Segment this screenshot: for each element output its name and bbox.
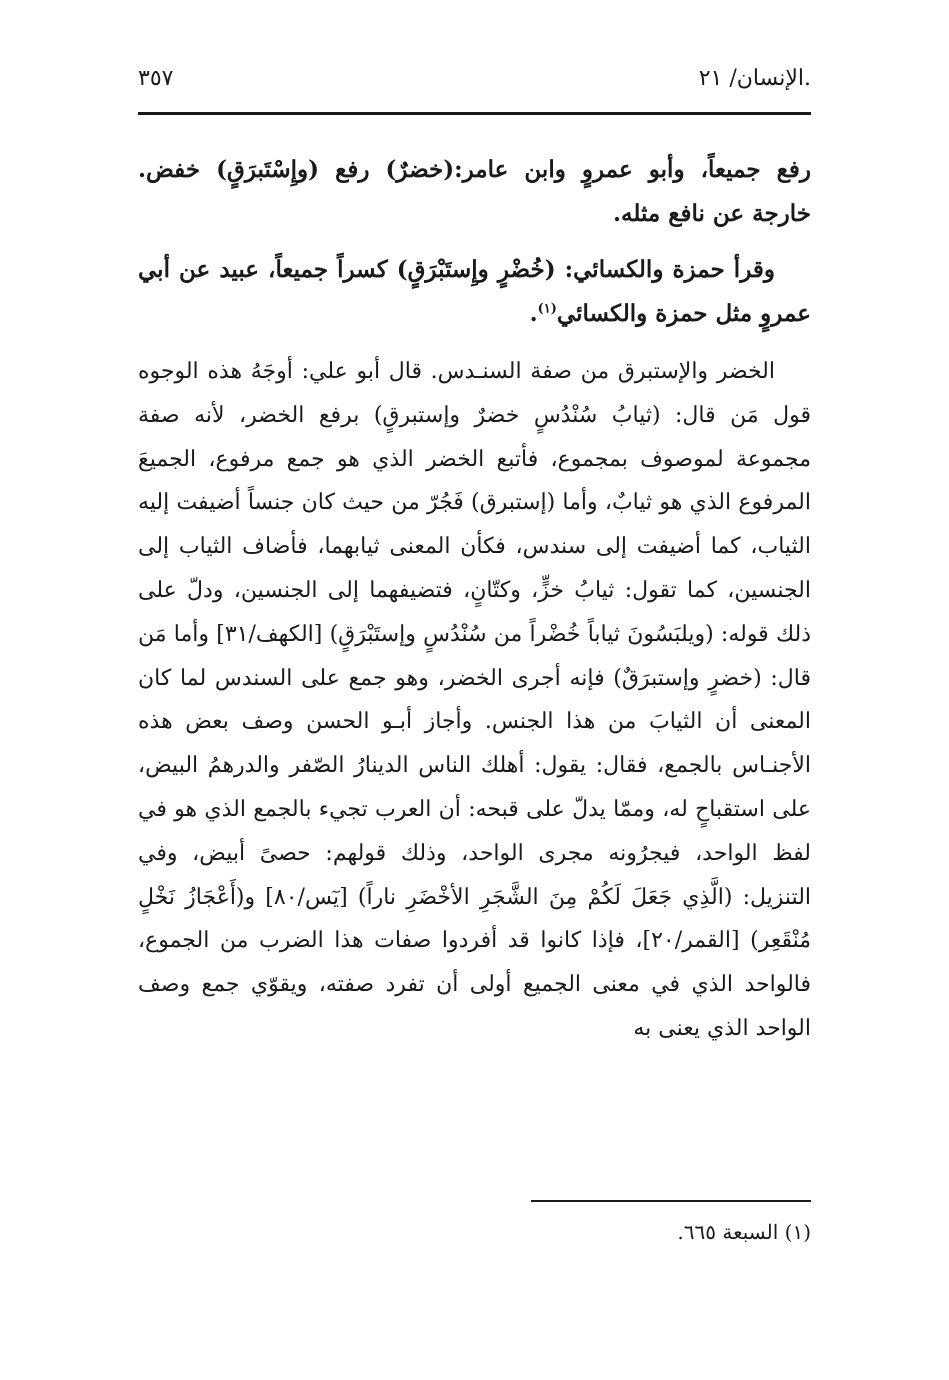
page-number: ٣٥٧ [138, 66, 174, 91]
footnote-rule [531, 1200, 811, 1202]
page-header [138, 58, 811, 106]
paragraph-2 [138, 248, 811, 336]
running-head: .الإنسان/ ٢١ [698, 66, 811, 91]
footnote: (١) السبعة ٦٦٥. [677, 1220, 811, 1244]
body-text [138, 148, 811, 1051]
paragraph-3: الخضر والإستبرق من صفة السنـدس. قال أبو علي: أوجَهُ هذه الوجوه قول مَن قال: (ثيابُ سُنْدُسٍ خضرٌ وإستبرقٍ) برفع الخضر، لأنه صفة مجموعة لموصوف بمجموع، فأتبع الخضر الذي هو جمع مرفوع، الجميعَ المرفوع الذي هو ثيابٌ، وأما (إستبرق) فَجُرّ من حيث كان جنساً أضيفت إليه الثياب، كما أضيفت إلى سندس، فكأن المعنى ثيابهما، فأضاف الثياب إلى الجنسين، كما تقول: ثيابُ خزٍّ، وكتّانٍ، فتضيفهما إلى الجنسين، ودلّ على ذلك قوله: (ويلبَسُونَ ثياباً خُضْراً من سُنْدُسٍ وإستَبْرَقٍ) [الكهف/٣١] وأما مَن قال: (خضرٍ وإستبرَقٌ) فإنه أجرى الخضر، وهو جمع على السندس لما كان المعنى أن الثيابَ من هذا الجنس. وأجاز أبـو الحسن وصف بعض هذه الأجنـاس بالجمع، فقال: يقول: أهلك الناس الدينارُ الصّفر والدرهمُ البيض، على استقباحٍ له، وممّا يدلّ على قبحه: أن العرب تجيء بالجمع الذي هو في لفظ الواحد، فيجرُونه مجرى الواحد، وذلك قولهم: حصىً أبيض، وفي التنزيل: (الَّذِي جَعَلَ لَكُمْ مِنَ الشَّجَرِ الأخْضَرِ ناراً) [يٓس/٨٠] و(أَعْجَازُ نَخْلٍ مُنْقَعِر) [القمر/٢٠]، فإذا كانوا قد أفردوا صفات هذا الضرب من الجموع، فالواحد الذي في معنى الجميع أولى أن تفرد صفته، ويقوّي جمع وصف الواحد الذي يعنى به [138, 359, 812, 1041]
paragraph-2-text: وقرأ حمزة والكسائي: (خُضْرٍ وإِستَبْرَقٍ) كسراً جميعاً، عبيد عن أبي عمروٍ مثل حمزة والكسائي [138, 256, 811, 327]
header-rule [138, 112, 811, 115]
paragraph-2-period: . [529, 300, 538, 327]
footnote-marker: (١) [537, 301, 557, 317]
paragraph-1: رفع جميعاً، وأبو عمروٍ وابن عامر:(خضرٌ) رفع (وإِسْتَبرَقٍ) خفض. خارجة عن نافع مثله. [138, 156, 811, 227]
